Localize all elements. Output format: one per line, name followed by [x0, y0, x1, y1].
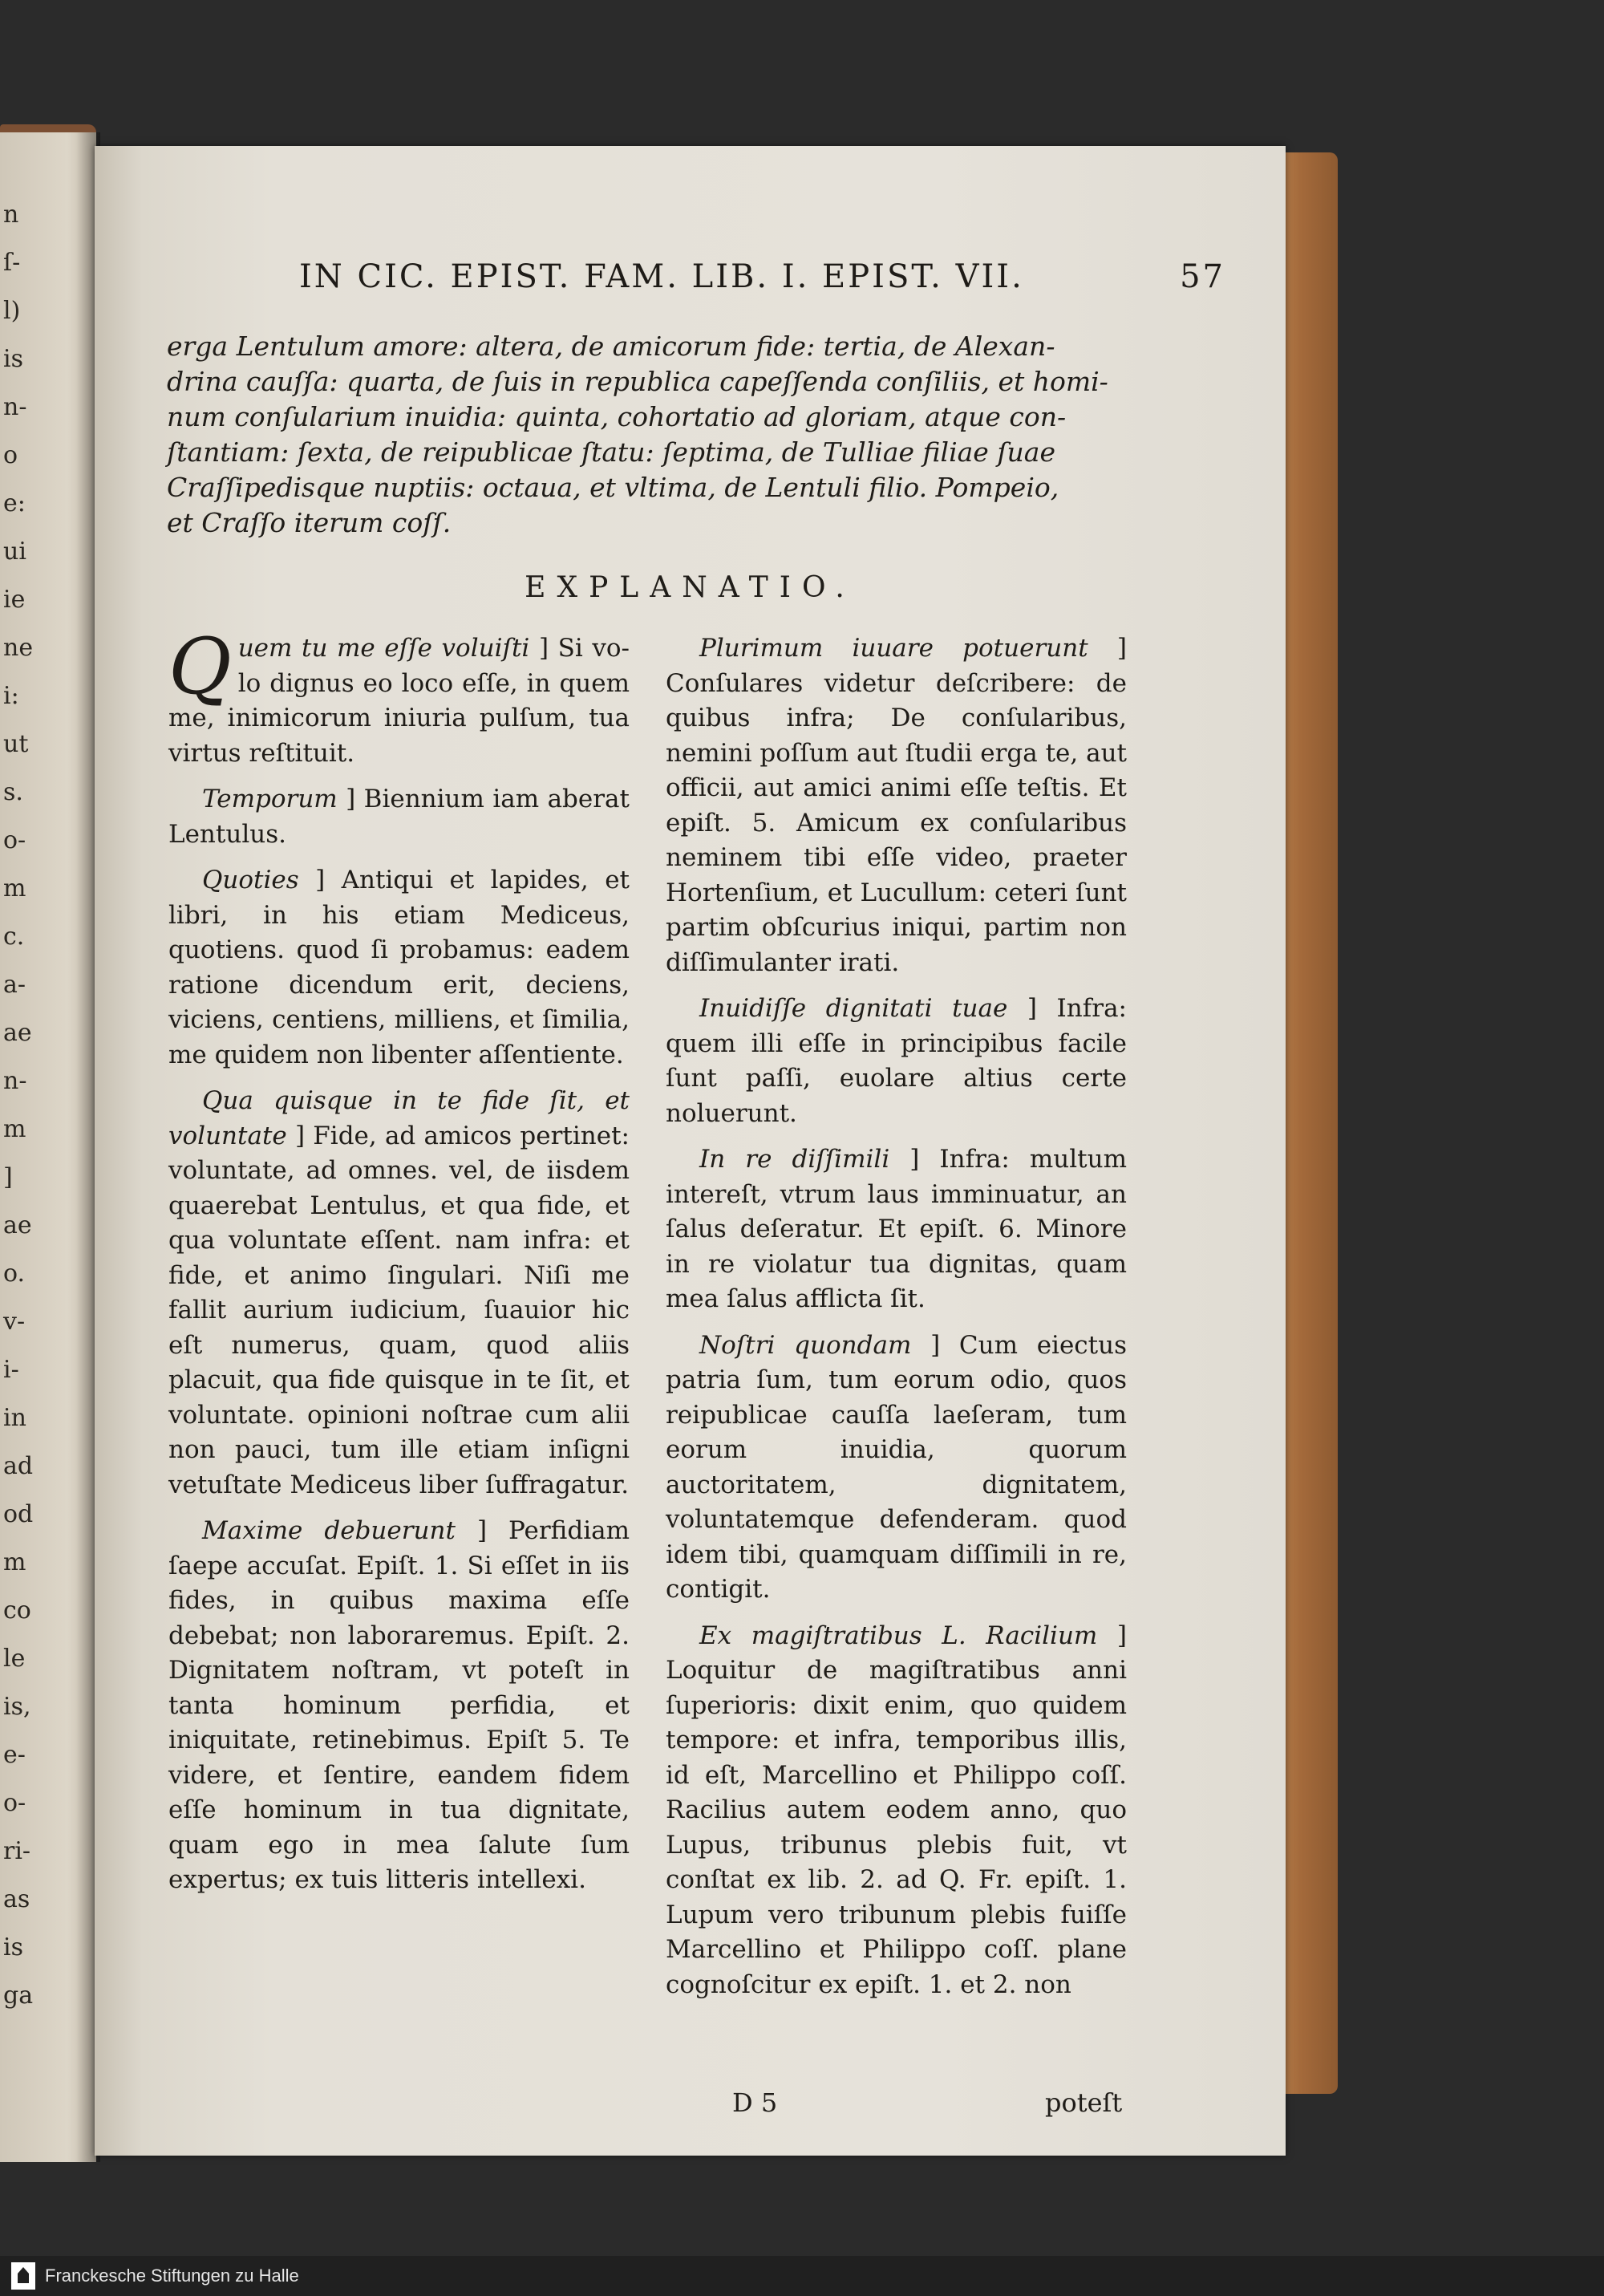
note-entry	[666, 1142, 1127, 1317]
institution-name: Franckesche Stiftungen zu Halle	[45, 2266, 299, 2286]
left-page-fragment: o-	[3, 1789, 26, 1817]
note-text: ] Fide, ad amicos pertinet: voluntate, ad omnes. vel, de iisdem quaerebat Lentulus, et qua fide, et qua voluntate eſſent. nam infra: et fide, et animo ſingulari. Niſi me fallit aurium iudicium, ſuauior hic eſt numerus, quam, quod aliis placuit, qua fide quisque in te ſit, et voluntate. opinioni noſtrae cum alii non pauci, tum ille etiam inſigni vetuſtate Mediceus liber ſuffragatur.	[168, 1121, 630, 1499]
left-page-fragment: ae	[3, 1019, 32, 1047]
left-page-fragment: o.	[3, 1260, 26, 1288]
note-lemma: Qua quisque in te fide ſit, et voluntate	[168, 1086, 630, 1150]
left-page-fragment: in	[3, 1404, 26, 1432]
left-page-fragment: c.	[3, 923, 25, 951]
note-entry	[168, 863, 630, 1073]
note-lemma: uem tu me eſſe voluiſti	[237, 634, 530, 663]
left-page-fragment: e:	[3, 489, 26, 517]
left-column	[168, 622, 630, 1909]
intro-line: erga Lentulum amore: altera, de amicorum fide: tertia, de Alexan-	[167, 331, 1055, 362]
note-text: ] Antiqui et lapides, et libri, in his etiam Mediceus, quotiens. quod ſi probamus: eadem ratione dicendum erit, deciens, viciens, centiens, milliens, et ſimilia, me quidem non libenter aſſentiente.	[168, 866, 630, 1069]
note-text: ] Conſulares videtur deſcribere: de quibus infra; De conſularibus, nemini poſſum aut ſtudii erga te, aut officii, aut amici animi eſſe teſtis. Et epiſt. 5. Amicum ex conſularibus neminem tibi eſſe video, praeter Hortenſium, et Lucullum: ceteri ſunt partim obſcurius iniqui, partim non diſſimulanter irati.	[666, 634, 1127, 977]
footer-bar	[0, 2256, 1604, 2296]
left-page-fragment: as	[3, 1885, 30, 1913]
note-text: ] Loquitur de magiſtratibus anni ſuperioris: dixit enim, quo quidem tempore: et infra, temporibus illis, id eſt, Marcellino et Philippo coſſ. Racilius autem eodem anno, quo Lupus, tribunus plebis fuit, vt conſtat ex lib. 2. ad Q. Fr. epiſt. 1. Lupum vero tribunum plebis fuiſſe Marcellino et Philippo coſſ. plane cognoſcitur ex epiſt. 1. et 2. non	[666, 1621, 1128, 1999]
note-entry	[666, 1619, 1127, 2003]
left-page-fragment: o	[3, 441, 18, 469]
left-page-fragment: ie	[3, 586, 26, 614]
intro-line: num conſularium inuidia: quinta, cohortatio ad gloriam, atque con-	[167, 401, 1067, 432]
left-page-fragment: m	[3, 1115, 26, 1143]
left-page-fragment: is,	[3, 1693, 31, 1721]
left-page-fragment: n-	[3, 1067, 27, 1095]
note-lemma: In re diſſimili	[699, 1145, 890, 1174]
intro-text	[167, 329, 1225, 541]
left-page-fragment: m	[3, 874, 26, 903]
left-page-fragment: i-	[3, 1356, 19, 1384]
intro-line: et Craſſo iterum coſſ.	[167, 507, 452, 538]
left-page-fragment: s.	[3, 778, 23, 806]
left-page-fragment: le	[3, 1645, 26, 1673]
left-page-fragment: ui	[3, 537, 26, 566]
note-lemma: Quoties	[202, 866, 299, 894]
left-page-fragment: e-	[3, 1741, 26, 1769]
left-page-fragment: is	[3, 345, 23, 373]
left-page-fragment: n-	[3, 393, 27, 421]
note-entry	[168, 1514, 630, 1898]
note-entry	[168, 622, 630, 771]
note-lemma: Maxime debuerunt	[202, 1516, 456, 1545]
note-text: ] Si vo-lo dignus eo loco eſſe, in quem me, inimicorum iniuria pulſum, tua virtus reſtituit.	[168, 634, 630, 768]
note-text: ] Biennium iam aberat Lentulus.	[168, 785, 630, 849]
institution-logo-icon	[11, 2262, 35, 2290]
note-text: ] Perfidiam ſaepe accuſat. Epiſt. 1. Si eſſet in iis fides, in quibus maxima eſſe debebat; non laboraremus. Epiſt. 2. Dignitatem noſtram, vt poteſt in tanta hominum perfidia, et iniquitate, retinebimus. Epiſt 5. Te videre, et ſentire, eandem fidem eſſe hominum in tua dignitate, quam ego in mea ſalute ſum expertus; ex tuis litteris intellexi.	[168, 1516, 630, 1894]
note-lemma: Noſtri quondam	[699, 1330, 912, 1360]
note-entry	[168, 1084, 630, 1503]
intro-line: Craſſipedisque nuptiis: octaua, et vltima, de Lentuli filio. Pompeio,	[167, 472, 1059, 503]
left-page-fragment: i:	[3, 682, 19, 710]
note-lemma: Ex magiſtratibus L. Racilium	[699, 1621, 1098, 1650]
left-page-fragment: ]	[3, 1163, 13, 1191]
left-page-fragment: m	[3, 1548, 26, 1576]
note-lemma: Inuidiſſe dignitati tuae	[699, 994, 1008, 1023]
note-entry	[666, 992, 1127, 1131]
left-page-fragment: ri-	[3, 1837, 31, 1865]
left-page-fragment: ad	[3, 1452, 34, 1480]
catchword: poteſt	[1045, 2087, 1123, 2118]
drop-cap: Q	[168, 622, 232, 712]
note-entry	[666, 1329, 1127, 1608]
left-page-fragment: ga	[3, 1982, 34, 2010]
left-page-fragment: n	[3, 201, 19, 229]
left-page-fragment: is	[3, 1933, 23, 1961]
note-text: ] Infra: quem illi eſſe in principibus facile ſunt paſſi, euolare altius certe noluerunt.	[666, 994, 1127, 1128]
running-head: IN CIC. EPIST. FAM. LIB. I. EPIST. VII.	[299, 258, 1024, 295]
left-page-fragment: ae	[3, 1211, 32, 1239]
section-title: EXPLANATIO.	[525, 571, 856, 604]
left-page-fragment: ſ-	[3, 249, 21, 277]
left-page-fragment: v-	[3, 1308, 26, 1336]
left-page-fragment: o-	[3, 826, 26, 854]
note-lemma: Plurimum iuuare potuerunt	[699, 634, 1088, 663]
note-lemma: Temporum	[202, 785, 338, 813]
intro-line: drina cauſſa: quarta, de ſuis in republica capeſſenda conſiliis, et homi-	[167, 366, 1108, 397]
left-page-fragment: ut	[3, 730, 29, 758]
left-page-fragment: od	[3, 1500, 34, 1528]
right-page	[95, 146, 1286, 2156]
note-text: ] Cum eiectus patria ſum, tum eorum odio, quos reipublicae cauſſa laeſeram, tum eorum inuidia, quorum auctoritatem, dignitatem, voluntatemque defenderam. quod idem tibi, quamquam diſſimili in re, contigit.	[666, 1330, 1127, 1604]
note-text: ] Infra: multum intereſt, vtrum laus imminuatur, an ſalus deſeratur. Et epiſt. 6. Minore in re violatur tua dignitas, quam mea ſalus afflicta ſit.	[666, 1145, 1127, 1313]
left-page-fragment: co	[3, 1596, 31, 1625]
left-page-fragment: l)	[3, 297, 21, 325]
note-entry	[666, 631, 1127, 980]
signature-mark: D 5	[732, 2087, 778, 2118]
left-page-fragment: a-	[3, 971, 26, 999]
right-column	[666, 631, 1127, 2014]
intro-line: ſtantiam: ſexta, de reipublicae ſtatu: ſeptima, de Tulliae filiae ſuae	[167, 436, 1055, 468]
page-header	[299, 258, 1225, 295]
page-number: 57	[1180, 258, 1225, 295]
left-page-fragment: ne	[3, 634, 34, 662]
note-entry	[168, 782, 630, 852]
